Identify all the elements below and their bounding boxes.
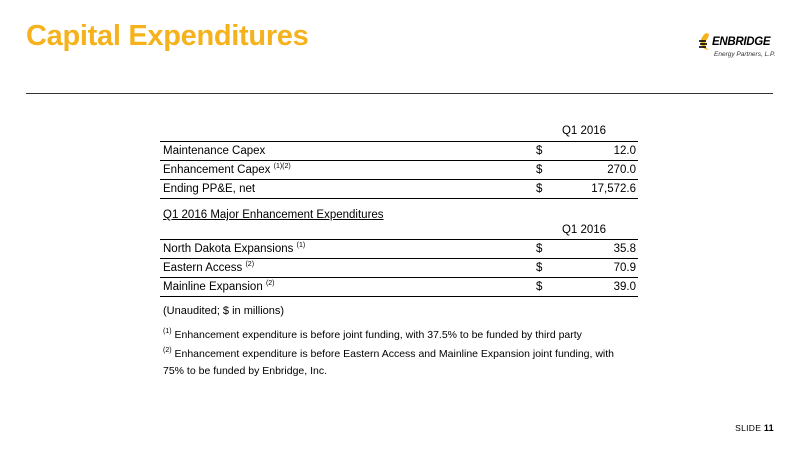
footnote-text: Enhancement expenditure is before Eastern Access and Mainline Expansion joint funding, with 75% to be funded by Enbridge, Inc. [163, 348, 615, 377]
logo-wordmark: ENBRIDGE [712, 36, 771, 48]
row-currency: $ [536, 145, 543, 157]
enhancement-column-header: Q1 2016 [561, 224, 607, 236]
row-currency: $ [536, 183, 543, 195]
footnote-marker: (2) [163, 347, 172, 354]
row-value: 17,572.6 [591, 183, 636, 195]
row-footnote-ref: (2) [265, 280, 275, 287]
table-row [160, 180, 638, 199]
row-footnote-ref: (1) [296, 242, 306, 249]
table-row [160, 278, 638, 297]
row-currency: $ [536, 281, 543, 293]
units-note: (Unaudited; $ in millions) [163, 305, 285, 317]
header-divider [26, 93, 773, 94]
footnote-1 [163, 327, 633, 344]
row-label: Eastern Access [163, 262, 243, 274]
table-row [160, 259, 638, 278]
enbridge-flame-e-icon [697, 32, 713, 52]
row-value: 35.8 [613, 243, 636, 255]
row-label: North Dakota Expansions [163, 243, 294, 255]
slide-label: SLIDE [735, 423, 762, 433]
row-currency: $ [536, 164, 543, 176]
footnote-marker: (1) [163, 328, 172, 335]
table-row [160, 240, 638, 259]
enhancement-section-title: Q1 2016 Major Enhancement Expenditures [163, 209, 384, 221]
row-value: 39.0 [613, 281, 636, 293]
slide-number-value: 11 [763, 423, 774, 433]
enhancement-table [160, 239, 638, 297]
footnote-2 [163, 346, 633, 380]
capex-table [160, 141, 638, 199]
capex-column-header: Q1 2016 [561, 125, 607, 137]
row-label: Maintenance Capex [163, 145, 266, 157]
table-row [160, 161, 638, 180]
row-value: 70.9 [613, 262, 636, 274]
row-label: Ending PP&E, net [163, 183, 256, 195]
row-footnote-ref: (2) [245, 261, 255, 268]
row-currency: $ [536, 243, 543, 255]
slide-number [735, 423, 774, 433]
row-value: 270.0 [607, 164, 636, 176]
row-label: Enhancement Capex [163, 164, 271, 176]
footnote-text: Enhancement expenditure is before joint funding, with 37.5% to be funded by third party [174, 329, 582, 341]
table-row [160, 142, 638, 161]
enbridge-logo [697, 30, 789, 66]
row-footnote-ref: (1)(2) [273, 163, 291, 170]
slide-title: Capital Expenditures [26, 20, 309, 52]
row-label: Mainline Expansion [163, 281, 263, 293]
logo-subtitle: Energy Partners, L.P. [714, 51, 776, 58]
row-value: 12.0 [613, 145, 636, 157]
row-currency: $ [536, 262, 543, 274]
